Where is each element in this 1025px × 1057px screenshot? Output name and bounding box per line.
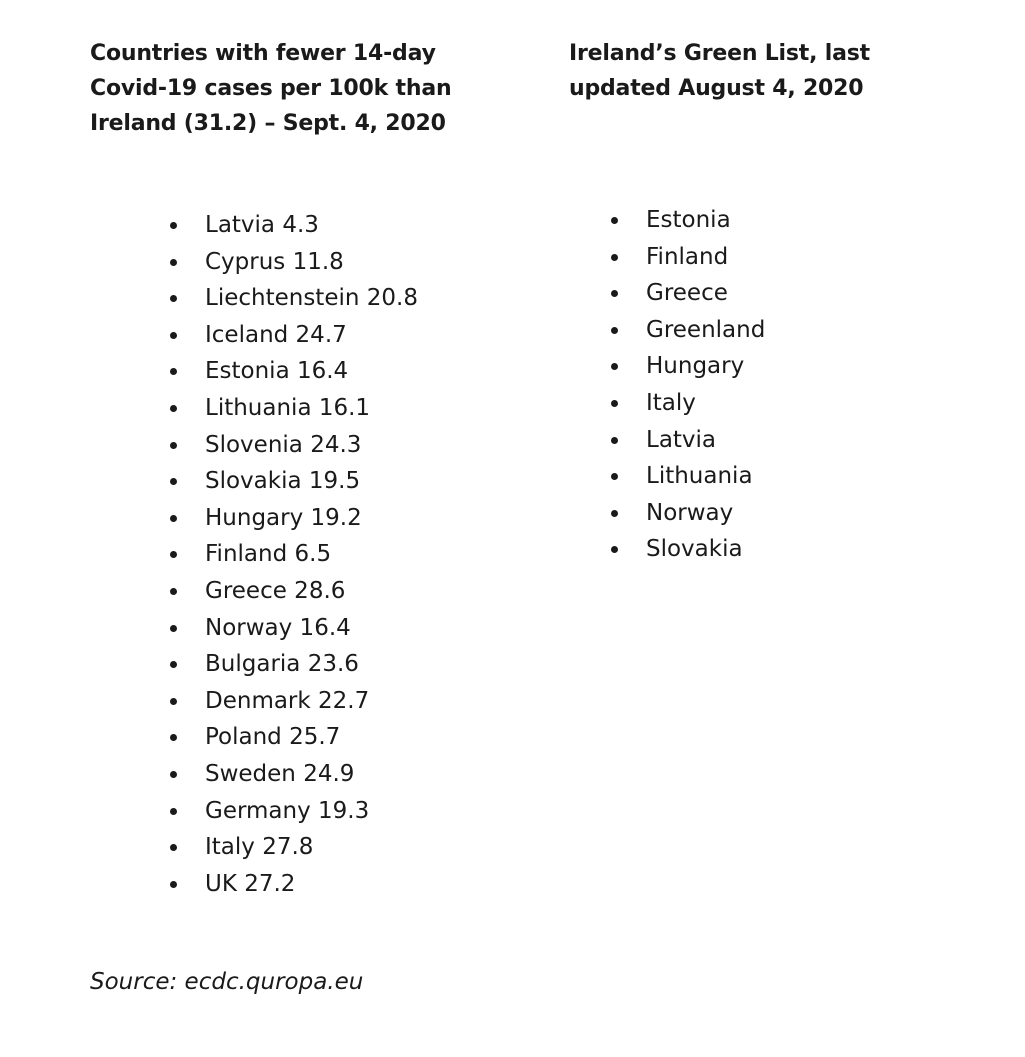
bullet-icon	[611, 290, 618, 297]
list-item-label: Slovakia	[646, 536, 743, 563]
bullet-icon	[611, 217, 618, 224]
list-item	[163, 829, 418, 866]
list-item-label: Hungary	[646, 353, 745, 380]
list-item-label: Hungary 19.2	[205, 504, 362, 531]
list-item-label: Denmark 22.7	[205, 687, 370, 714]
list-item-label: Iceland 24.7	[205, 321, 347, 348]
list-item	[604, 385, 765, 422]
list-item-label: Greece 28.6	[205, 577, 346, 604]
list-item-label: Cyprus 11.8	[205, 248, 344, 275]
heading-line: Ireland’s Green List, last	[569, 41, 870, 66]
bullet-icon	[170, 442, 177, 449]
list-item	[604, 348, 765, 385]
bullet-icon	[170, 368, 177, 375]
list-item-label: Norway	[646, 499, 734, 526]
list-item	[163, 536, 418, 573]
bullet-icon	[170, 478, 177, 485]
bullet-icon	[170, 551, 177, 558]
list-item	[163, 646, 418, 683]
bullet-icon	[170, 661, 177, 668]
list-item	[163, 280, 418, 317]
list-item	[604, 422, 765, 459]
list-item-label: Slovenia 24.3	[205, 431, 362, 458]
list-item	[163, 500, 418, 537]
list-item-label: Italy	[646, 389, 696, 416]
list-item-label: Latvia 4.3	[205, 212, 319, 238]
list-item	[163, 866, 418, 903]
list-item	[604, 202, 765, 239]
list-item-label: Lithuania 16.1	[205, 394, 371, 421]
bullet-icon	[170, 808, 177, 815]
list-item	[163, 317, 418, 354]
bullet-icon	[170, 332, 177, 339]
list-item-label: Germany 19.3	[205, 797, 370, 824]
bullet-icon	[611, 437, 618, 444]
list-item	[163, 463, 418, 500]
bullet-icon	[611, 473, 618, 480]
list-item-label: Greenland	[646, 316, 766, 343]
list-item	[163, 719, 418, 756]
list-item-label: Norway 16.4	[205, 614, 351, 641]
list-item-label: Estonia	[646, 207, 731, 233]
bullet-icon	[170, 881, 177, 888]
heading-line: updated August 4, 2020	[569, 76, 864, 101]
list-item-label: Liechtenstein 20.8	[205, 285, 418, 312]
heading-line: Covid-19 cases per 100k than	[90, 76, 452, 101]
list-item-label: Bulgaria 23.6	[205, 651, 359, 678]
green-list-country-list	[604, 202, 765, 568]
bullet-icon	[170, 844, 177, 851]
list-item	[163, 756, 418, 793]
list-item-label: Slovakia 19.5	[205, 468, 361, 495]
bullet-icon	[170, 405, 177, 412]
bullet-icon	[170, 625, 177, 632]
bullet-icon	[170, 734, 177, 741]
list-item-label: Latvia	[646, 426, 717, 453]
list-item	[163, 573, 418, 610]
bullet-icon	[611, 254, 618, 261]
bullet-icon	[170, 515, 177, 522]
list-item	[604, 495, 765, 532]
bullet-icon	[170, 771, 177, 778]
list-item	[163, 683, 418, 720]
right-column-heading	[569, 36, 989, 106]
bullet-icon	[611, 363, 618, 370]
list-item	[163, 427, 418, 464]
source-note: Source: ecdc.quropa.eu	[90, 969, 364, 995]
bullet-icon	[170, 259, 177, 266]
bullet-icon	[170, 588, 177, 595]
list-item	[163, 207, 418, 244]
list-item	[163, 353, 418, 390]
bullet-icon	[611, 327, 618, 334]
bullet-icon	[170, 698, 177, 705]
list-item	[163, 390, 418, 427]
list-item	[163, 244, 418, 281]
list-item-label: UK 27.2	[205, 870, 296, 897]
list-item-label: Lithuania	[646, 463, 753, 490]
bullet-icon	[611, 400, 618, 407]
heading-line: Countries with fewer 14-day	[90, 41, 436, 66]
list-item-label: Finland 6.5	[205, 541, 332, 568]
list-item	[604, 239, 765, 276]
list-item	[163, 610, 418, 647]
list-item-label: Greece	[646, 280, 728, 307]
list-item	[604, 275, 765, 312]
bullet-icon	[611, 546, 618, 553]
case-rate-country-list	[163, 207, 418, 902]
list-item-label: Estonia 16.4	[205, 358, 349, 385]
bullet-icon	[611, 510, 618, 517]
list-item	[604, 458, 765, 495]
list-item	[163, 793, 418, 830]
list-item-label: Italy 27.8	[205, 834, 314, 861]
bullet-icon	[170, 222, 177, 229]
list-item	[604, 312, 765, 349]
list-item-label: Sweden 24.9	[205, 760, 355, 787]
list-item-label: Finland	[646, 243, 729, 270]
list-item	[604, 531, 765, 568]
left-column-heading	[90, 36, 530, 141]
list-item-label: Poland 25.7	[205, 724, 341, 751]
heading-line: Ireland (31.2) – Sept. 4, 2020	[90, 111, 446, 136]
bullet-icon	[170, 295, 177, 302]
